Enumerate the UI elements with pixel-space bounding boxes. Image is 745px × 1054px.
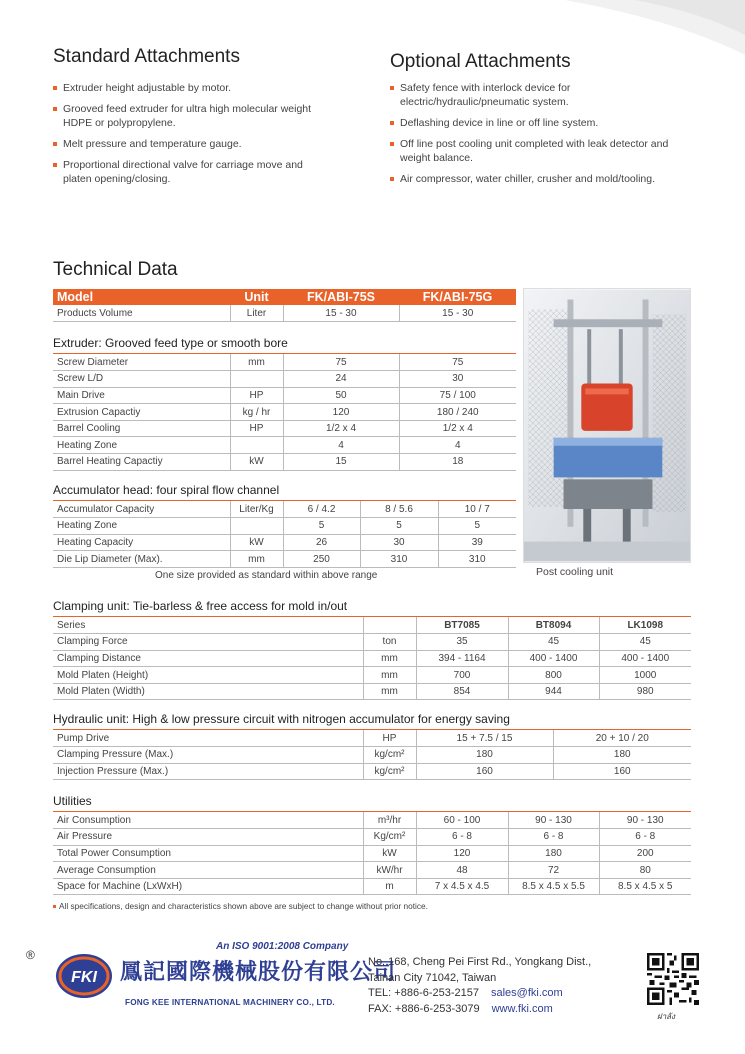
row-value: 944 xyxy=(508,683,599,700)
row-value: 30 xyxy=(360,534,438,551)
row-value: 50 xyxy=(283,387,399,404)
extruder-title: Extruder: Grooved feed type or smooth bore xyxy=(53,336,288,350)
fki-logo-icon xyxy=(54,952,118,1000)
row-unit: HP xyxy=(230,420,283,437)
table-row xyxy=(53,534,516,551)
company-name-english: FONG KEE INTERNATIONAL MACHINERY CO., LTD. xyxy=(125,998,335,1007)
row-value: 60 - 100 xyxy=(416,812,508,829)
row-value: 45 xyxy=(599,634,691,651)
row-label: Products Volume xyxy=(53,305,230,322)
row-label: Average Consumption xyxy=(53,862,363,879)
row-unit: kW/hr xyxy=(363,862,416,879)
row-value: 75 xyxy=(283,354,399,371)
row-label: Main Drive xyxy=(53,387,230,404)
row-label: Air Pressure xyxy=(53,829,363,846)
row-unit xyxy=(230,371,283,388)
row-value: 8.5 x 4.5 x 5.5 xyxy=(508,878,599,895)
model-75g-header: FK/ABI-75G xyxy=(399,289,516,305)
table-row xyxy=(53,404,516,421)
table-row xyxy=(53,683,691,700)
registered-mark: ® xyxy=(26,948,35,962)
iso-certification: An ISO 9001:2008 Company xyxy=(216,941,349,952)
company-name-chinese: 鳳記國際機械股份有限公司 xyxy=(120,960,397,985)
row-label: Extrusion Capactiy xyxy=(53,404,230,421)
row-unit: m xyxy=(363,878,416,895)
tel-line xyxy=(368,986,591,1002)
row-value: 75 / 100 xyxy=(399,387,516,404)
list-item: Extruder height adjustable by motor. xyxy=(53,81,353,95)
row-value: 30 xyxy=(399,371,516,388)
row-unit: kW xyxy=(230,454,283,471)
row-label: Heating Zone xyxy=(53,437,230,454)
row-value: 700 xyxy=(416,667,508,684)
table-row xyxy=(53,829,691,846)
row-unit: ton xyxy=(363,634,416,651)
list-item: Proportional directional valve for carriage move and platen opening/closing. xyxy=(53,158,333,186)
row-unit: kg/cm² xyxy=(363,763,416,780)
table-row xyxy=(53,354,516,371)
list-item: Grooved feed extruder for ultra high molecular weight HDPE or polypropylene. xyxy=(53,102,338,130)
row-label: Accumulator Capacity xyxy=(53,501,230,518)
website-link[interactable]: www.fki.com xyxy=(491,1002,553,1015)
row-unit: Liter/Kg xyxy=(230,501,283,518)
series-bt8094: BT8094 xyxy=(508,617,599,634)
unit-header: Unit xyxy=(230,289,283,305)
row-value: 394 - 1164 xyxy=(416,650,508,667)
row-label: Barrel Cooling xyxy=(53,420,230,437)
post-cooling-unit-photo xyxy=(523,288,691,563)
row-value: 310 xyxy=(360,551,438,568)
row-value: 160 xyxy=(416,763,553,780)
series-lk1098: LK1098 xyxy=(599,617,691,634)
row-label: Injection Pressure (Max.) xyxy=(53,763,363,780)
row-unit: m³/hr xyxy=(363,812,416,829)
utilities-table xyxy=(53,812,691,895)
standard-attachments-list xyxy=(53,81,353,193)
model-header: Model xyxy=(53,289,230,305)
row-value: 5 xyxy=(438,518,516,535)
accumulator-title: Accumulator head: four spiral flow channel xyxy=(53,483,280,497)
table-row xyxy=(53,747,691,764)
row-value: 4 xyxy=(399,437,516,454)
table-row xyxy=(53,845,691,862)
row-unit xyxy=(230,437,283,454)
optional-attachments-list xyxy=(390,81,690,193)
row-value: 180 xyxy=(416,747,553,764)
table-row xyxy=(53,650,691,667)
email-link[interactable]: sales@fki.com xyxy=(491,987,563,999)
list-item: Safety fence with interlock device for electric/hydraulic/pneumatic system. xyxy=(390,81,605,109)
row-label: Mold Platen (Height) xyxy=(53,667,363,684)
row-value: 15 + 7.5 / 15 xyxy=(416,730,553,747)
row-unit: HP xyxy=(230,387,283,404)
fax: FAX: +886-6-253-3079 xyxy=(368,1002,480,1015)
standard-attachments-title: Standard Attachments xyxy=(53,46,240,67)
logo-text: FKI xyxy=(71,969,97,986)
row-unit xyxy=(363,617,416,634)
address-line-2: Tainan City 71042, Taiwan xyxy=(368,971,497,984)
accumulator-note: One size provided as standard within above range xyxy=(155,570,378,581)
hydraulic-table xyxy=(53,730,691,780)
row-label: Series xyxy=(53,617,363,634)
qr-signature: ฝาลัง xyxy=(657,1012,675,1021)
fax-line xyxy=(368,1002,591,1018)
list-item: Air compressor, water chiller, crusher and mold/tooling. xyxy=(390,172,690,186)
row-value: 6 - 8 xyxy=(599,829,691,846)
row-label: Space for Machine (LxWxH) xyxy=(53,878,363,895)
row-value: 90 - 130 xyxy=(508,812,599,829)
row-label: Die Lip Diameter (Max). xyxy=(53,551,230,568)
row-label: Clamping Pressure (Max.) xyxy=(53,747,363,764)
row-value: 800 xyxy=(508,667,599,684)
list-item: Off line post cooling unit completed with leak detector and weight balance. xyxy=(390,137,680,165)
row-value: 20 + 10 / 20 xyxy=(553,730,691,747)
row-value: 180 xyxy=(553,747,691,764)
clamping-title: Clamping unit: Tie-barless & free access for mold in/out xyxy=(53,599,348,613)
table-row xyxy=(53,667,691,684)
table-row xyxy=(53,387,516,404)
table-row xyxy=(53,878,691,895)
row-value: 15 - 30 xyxy=(399,305,516,322)
list-item: Melt pressure and temperature gauge. xyxy=(53,137,353,151)
row-unit: kW xyxy=(363,845,416,862)
footnote-text: All specifications, design and characteristics shown above are subject to change without prior notice. xyxy=(59,901,428,911)
table-row xyxy=(53,730,691,747)
row-value: 15 xyxy=(283,454,399,471)
model-header-row xyxy=(53,289,516,305)
row-value: 24 xyxy=(283,371,399,388)
extruder-table xyxy=(53,354,516,471)
row-value: 26 xyxy=(283,534,360,551)
accumulator-table xyxy=(53,501,516,568)
row-unit: mm xyxy=(230,354,283,371)
row-value: 980 xyxy=(599,683,691,700)
row-unit: kW xyxy=(230,534,283,551)
table-row xyxy=(53,634,691,651)
row-value: 72 xyxy=(508,862,599,879)
row-value: 4 xyxy=(283,437,399,454)
row-unit: kg / hr xyxy=(230,404,283,421)
row-value: 18 xyxy=(399,454,516,471)
row-value: 5 xyxy=(283,518,360,535)
table-row xyxy=(53,437,516,454)
row-unit: Liter xyxy=(230,305,283,322)
table-row xyxy=(53,305,516,322)
row-value: 5 xyxy=(360,518,438,535)
footnote xyxy=(53,901,428,911)
row-unit: mm xyxy=(363,667,416,684)
model-75s-header: FK/ABI-75S xyxy=(283,289,399,305)
table-row xyxy=(53,812,691,829)
row-value: 1/2 x 4 xyxy=(283,420,399,437)
row-value: 8 / 5.6 xyxy=(360,501,438,518)
row-value: 75 xyxy=(399,354,516,371)
row-unit: HP xyxy=(363,730,416,747)
row-value: 6 - 8 xyxy=(508,829,599,846)
row-value: 10 / 7 xyxy=(438,501,516,518)
clamping-table xyxy=(53,617,691,700)
row-label: Barrel Heating Capactiy xyxy=(53,454,230,471)
table-row xyxy=(53,518,516,535)
tel: TEL: +886-6-253-2157 xyxy=(368,987,479,999)
row-unit: kg/cm² xyxy=(363,747,416,764)
row-value: 1000 xyxy=(599,667,691,684)
table-row xyxy=(53,763,691,780)
row-value: 1/2 x 4 xyxy=(399,420,516,437)
row-value: 160 xyxy=(553,763,691,780)
clamping-header-row xyxy=(53,617,691,634)
row-value: 180 xyxy=(508,845,599,862)
utilities-title: Utilities xyxy=(53,794,92,808)
row-value: 8.5 x 4.5 x 5 xyxy=(599,878,691,895)
hydraulic-title: Hydraulic unit: High & low pressure circuit with nitrogen accumulator for energy saving xyxy=(53,712,510,726)
row-value: 200 xyxy=(599,845,691,862)
row-unit: Kg/cm² xyxy=(363,829,416,846)
row-label: Screw L/D xyxy=(53,371,230,388)
row-value: 120 xyxy=(416,845,508,862)
row-value: 400 - 1400 xyxy=(599,650,691,667)
table-row xyxy=(53,551,516,568)
table-row xyxy=(53,420,516,437)
row-unit: mm xyxy=(363,650,416,667)
row-label: Total Power Consumption xyxy=(53,845,363,862)
row-value: 35 xyxy=(416,634,508,651)
row-value: 7 x 4.5 x 4.5 xyxy=(416,878,508,895)
photo-caption: Post cooling unit xyxy=(536,566,614,578)
row-value: 45 xyxy=(508,634,599,651)
row-label: Clamping Distance xyxy=(53,650,363,667)
list-item: Deflashing device in line or off line system. xyxy=(390,116,690,130)
row-unit: mm xyxy=(230,551,283,568)
row-value: 15 - 30 xyxy=(283,305,399,322)
row-value: 90 - 130 xyxy=(599,812,691,829)
row-value: 39 xyxy=(438,534,516,551)
row-label: Heating Capacity xyxy=(53,534,230,551)
contact-block xyxy=(368,955,591,1017)
row-value: 854 xyxy=(416,683,508,700)
row-value: 400 - 1400 xyxy=(508,650,599,667)
optional-attachments-title: Optional Attachments xyxy=(390,51,571,72)
address-line-1: No. 168, Cheng Pei First Rd., Yongkang Dist., xyxy=(368,956,592,968)
table-row xyxy=(53,501,516,518)
bullet-square-icon xyxy=(53,905,56,908)
series-bt7085: BT7085 xyxy=(416,617,508,634)
row-value: 6 / 4.2 xyxy=(283,501,360,518)
table-row xyxy=(53,862,691,879)
row-label: Screw Diameter xyxy=(53,354,230,371)
row-label: Clamping Force xyxy=(53,634,363,651)
row-unit xyxy=(230,518,283,535)
model-table xyxy=(53,289,516,322)
row-value: 180 / 240 xyxy=(399,404,516,421)
row-value: 120 xyxy=(283,404,399,421)
row-value: 80 xyxy=(599,862,691,879)
row-unit: mm xyxy=(363,683,416,700)
row-label: Pump Drive xyxy=(53,730,363,747)
technical-data-title: Technical Data xyxy=(53,259,178,280)
table-row xyxy=(53,371,516,388)
row-value: 48 xyxy=(416,862,508,879)
qr-code-icon[interactable] xyxy=(647,953,699,1005)
row-value: 310 xyxy=(438,551,516,568)
row-label: Heating Zone xyxy=(53,518,230,535)
row-value: 250 xyxy=(283,551,360,568)
table-row xyxy=(53,454,516,471)
row-label: Mold Platen (Width) xyxy=(53,683,363,700)
row-label: Air Consumption xyxy=(53,812,363,829)
row-value: 6 - 8 xyxy=(416,829,508,846)
